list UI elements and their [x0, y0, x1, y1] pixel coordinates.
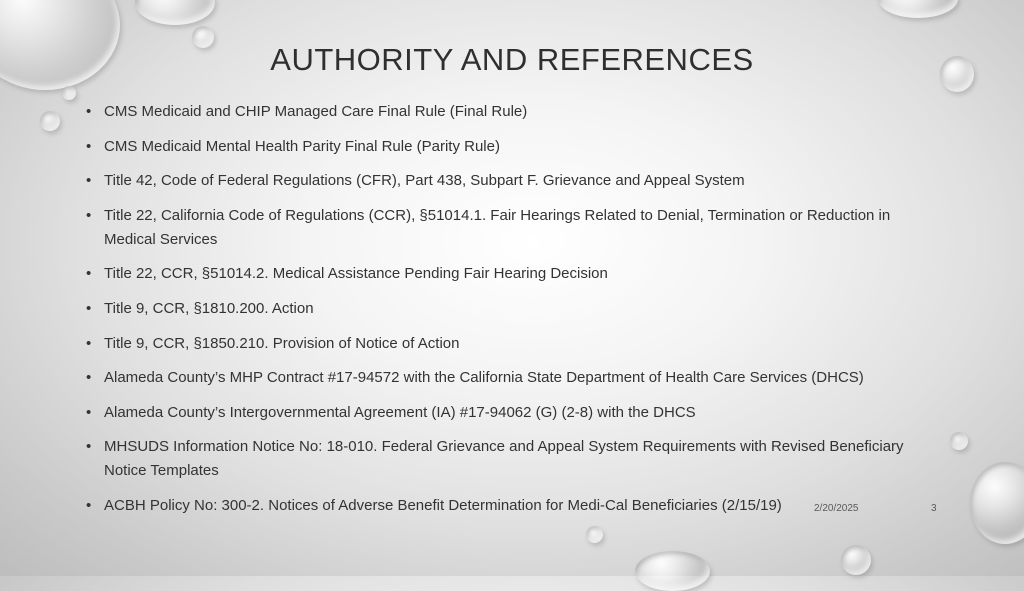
list-item: • MHSUDS Information Notice No: 18-010. Federal Grievance and Appeal System Requirements with Revised Beneficiary Notice Templates [86, 435, 946, 483]
list-item: • CMS Medicaid and CHIP Managed Care Final Rule (Final Rule) [86, 100, 946, 124]
list-item: • CMS Medicaid Mental Health Parity Final Rule (Parity Rule) [86, 135, 946, 159]
water-droplet-decoration [635, 551, 710, 591]
slide-title: AUTHORITY AND REFERENCES [270, 42, 754, 77]
water-droplet-decoration [841, 545, 871, 575]
water-droplet-decoration [586, 526, 603, 543]
water-droplet-decoration [878, 0, 958, 18]
slide-number: 3 [931, 503, 937, 514]
water-droplet-decoration [970, 462, 1024, 544]
list-item: • Title 22, CCR, §51014.2. Medical Assistance Pending Fair Hearing Decision [86, 262, 946, 286]
footer-date: 2/20/2025 [814, 503, 859, 514]
references-list [86, 100, 946, 529]
list-item: • Title 42, Code of Federal Regulations (CFR), Part 438, Subpart F. Grievance and Appeal System [86, 169, 946, 193]
water-droplet-decoration [62, 86, 76, 100]
water-droplet-decoration [950, 432, 968, 450]
list-item: • Alameda County’s MHP Contract #17-94572 with the California State Department of Health Care Services (DHCS) [86, 366, 946, 390]
list-item: • Title 9, CCR, §1810.200. Action [86, 297, 946, 321]
water-droplet-decoration [135, 0, 215, 25]
list-item: • Alameda County’s Intergovernmental Agreement (IA) #17-94062 (G) (2-8) with the DHCS [86, 401, 946, 425]
list-item: • ACBH Policy No: 300-2. Notices of Adverse Benefit Determination for Medi-Cal Beneficiaries (2/15/19) [86, 494, 946, 518]
list-item: • Title 22, California Code of Regulations (CCR), §51014.1. Fair Hearings Related to Denial, Termination or Reduction in Medical Services [86, 204, 946, 252]
list-item: • Title 9, CCR, §1850.210. Provision of Notice of Action [86, 332, 946, 356]
water-droplet-decoration [40, 111, 60, 131]
